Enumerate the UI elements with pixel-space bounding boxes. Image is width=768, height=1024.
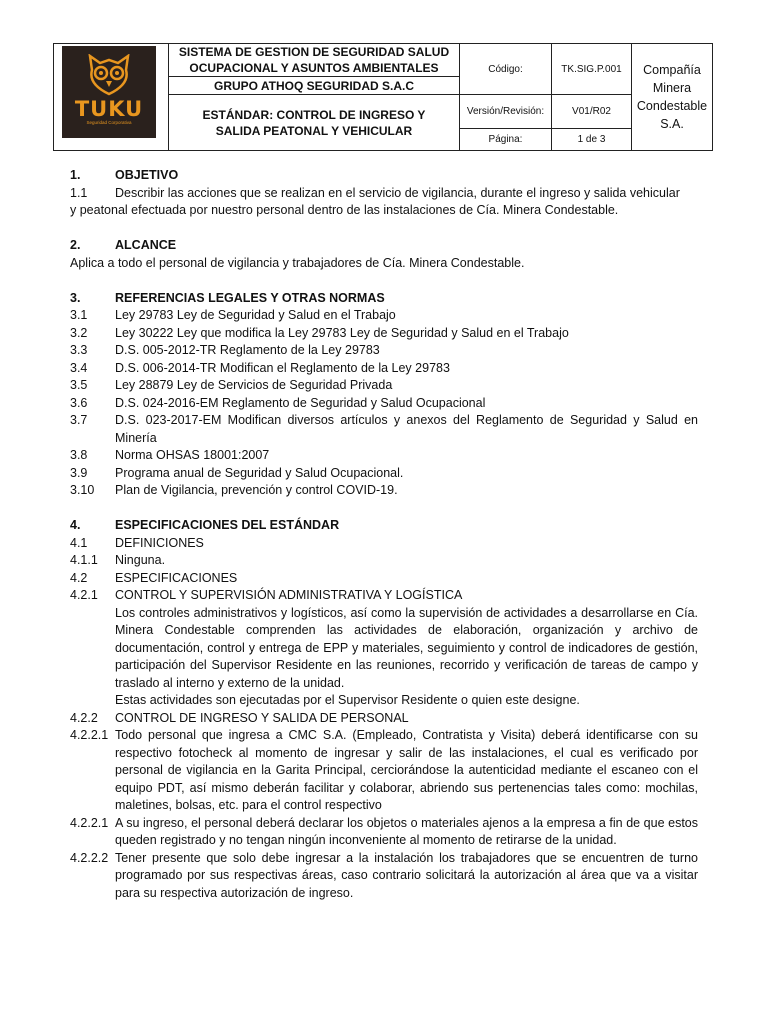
numbered-item	[70, 377, 698, 395]
version-label: Versión/Revisión:	[466, 106, 545, 117]
item-number: 4.2.2.2	[70, 850, 109, 865]
numbered-item	[70, 482, 698, 500]
heading-text: OBJETIVO	[115, 168, 179, 182]
item-number: 4.2.1	[70, 588, 98, 602]
item-text: D.S. 023-2017-EM Modifican diversos artículos y anexos del Reglamento de Seguridad y Salud en Minería	[115, 413, 698, 445]
numbered-item	[70, 325, 698, 343]
section-heading	[70, 517, 698, 535]
body-paragraph	[70, 255, 698, 273]
item-number: 2.	[70, 238, 81, 252]
item-text: CONTROL Y SUPERVISIÓN ADMINISTRATIVA Y LOGÍSTICA	[115, 588, 463, 602]
client-name: Compañía Minera Condestable S.A.	[636, 63, 708, 131]
item-number: 4.2.2	[70, 710, 98, 725]
item-number: 1.	[70, 168, 81, 182]
code-label: Código:	[488, 63, 523, 75]
item-text: Plan de Vigilancia, prevención y control COVID-19.	[115, 483, 398, 497]
company-logo	[62, 46, 156, 138]
indented-paragraph	[70, 692, 698, 710]
paragraph-text: Estas actividades son ejecutadas por el Supervisor Residente o quien este designe.	[115, 693, 580, 707]
item-number: 3.3	[70, 343, 88, 357]
item-number: 3.	[70, 290, 81, 305]
item-text: Norma OHSAS 18001:2007	[115, 448, 270, 462]
item-number: 4.1.1	[70, 553, 98, 567]
heading-text: ESPECIFICACIONES DEL ESTÁNDAR	[115, 518, 340, 532]
numbered-item	[70, 185, 698, 203]
item-text: Ley 30222 Ley que modifica la Ley 29783 Ley de Seguridad y Salud en el Trabajo	[115, 325, 569, 340]
item-number: 3.4	[70, 360, 88, 375]
item-number: 3.9	[70, 465, 88, 480]
item-text: A su ingreso, el personal deberá declarar los objetos o materiales ajenos a la empresa a fin de que estos queden registrado y no tengan ningún inconveniente al momento de retirarse de la unidad.	[115, 815, 698, 847]
page-label: Página:	[488, 134, 523, 145]
item-text: DEFINICIONES	[115, 535, 204, 550]
item-number: 3.7	[70, 413, 88, 427]
item-number: 4.2.2.1	[70, 728, 109, 742]
item-text: Programa anual de Seguridad y Salud Ocupacional.	[115, 465, 404, 480]
item-number: 3.2	[70, 325, 88, 340]
item-number: 3.6	[70, 395, 88, 410]
numbered-item	[70, 360, 698, 378]
item-text: D.S. 005-2012-TR Reglamento de la Ley 29783	[115, 343, 380, 357]
item-text: CONTROL DE INGRESO Y SALIDA DE PERSONAL	[115, 710, 409, 725]
item-number: 4.	[70, 518, 81, 532]
numbered-item	[70, 815, 698, 850]
page-value: 1 de 3	[577, 134, 606, 145]
code-value: TK.SIG.P.001	[561, 63, 622, 75]
system-title: SISTEMA DE GESTION DE SEGURIDAD SALUD OCUPACIONAL Y ASUNTOS AMBIENTALES	[178, 45, 450, 75]
item-number: 3.1	[70, 308, 88, 322]
numbered-item	[70, 395, 698, 413]
numbered-item	[70, 850, 698, 903]
item-number: 3.8	[70, 448, 88, 462]
document-body	[70, 167, 698, 902]
item-text: Tener presente que solo debe ingresar a la instalación los trabajadores que se encuentren de turno programado por sus respectivas áreas, caso contrario solicitará la autorización al área que va a visitar para su respectiva autorización de ingreso.	[115, 850, 698, 900]
item-text: Ninguna.	[115, 553, 166, 567]
indented-paragraph	[70, 605, 698, 693]
item-number: 3.5	[70, 378, 88, 392]
item-number: 1.1	[70, 185, 88, 200]
paragraph-text: Aplica a todo el personal de vigilancia y trabajadores de Cía. Minera Condestable.	[70, 255, 525, 270]
item-number: 4.2.2.1	[70, 815, 109, 830]
numbered-item	[70, 447, 698, 465]
numbered-item	[70, 307, 698, 325]
numbered-item	[70, 412, 698, 447]
item-number: 4.2	[70, 570, 88, 585]
item-number: 4.1	[70, 535, 88, 550]
item-text: Ley 29783 Ley de Seguridad y Salud en el Trabajo	[115, 308, 396, 322]
numbered-item	[70, 552, 698, 570]
numbered-item	[70, 587, 698, 605]
item-text: D.S. 024-2016-EM Reglamento de Seguridad y Salud Ocupacional	[115, 395, 486, 410]
document-header-table	[53, 43, 713, 151]
section-gap	[70, 500, 698, 518]
standard-title: ESTÁNDAR: CONTROL DE INGRESO Y SALIDA PEATONAL Y VEHICULAR	[202, 107, 426, 138]
version-value: V01/R02	[572, 106, 611, 117]
item-text: Todo personal que ingresa a CMC S.A. (Empleado, Contratista y Visita) deberá identificarse con su respectivo fotocheck al momento de ingresar y salir de las instalaciones, el cual es verificado por personal de vigilancia en la Garita Principal, cerciorándose la autenticidad mediante el escaneo con el equipo PDT, así mismo deberán facilitar y colaborar, abriendo sus pertenencias tales como: mochilas, maletines, bolsas, etc. para el control respectivo	[115, 728, 698, 812]
body-paragraph	[70, 202, 698, 220]
logo-brand: TUKU	[74, 97, 144, 121]
paragraph-text: Los controles administrativos y logísticos, así como la supervisión de actividades a desarrollarse en Cía. Minera Condestable comprenden las actividades de elaboración, organización y archivo de documentación, control y entrega de EPP y materiales, seguimiento y control de indicadores de gestión, participación del Supervisor Residente en las reuniones, recorrido y verificación de tareas de campo y traslado al interno y externo de la unidad.	[115, 605, 698, 690]
heading-text: REFERENCIAS LEGALES Y OTRAS NORMAS	[115, 290, 385, 305]
heading-text: ALCANCE	[115, 238, 177, 252]
numbered-item	[70, 570, 698, 588]
numbered-item	[70, 465, 698, 483]
section-heading	[70, 167, 698, 185]
section-gap	[70, 220, 698, 238]
numbered-item	[70, 710, 698, 728]
numbered-item	[70, 535, 698, 553]
item-text: ESPECIFICACIONES	[115, 570, 238, 585]
section-heading	[70, 290, 698, 308]
item-number: 3.10	[70, 483, 95, 497]
company-name: GRUPO ATHOQ SEGURIDAD S.A.C	[213, 78, 414, 93]
paragraph-text: y peatonal efectuada por nuestro personal dentro de las instalaciones de Cía. Minera Condestable.	[70, 203, 619, 217]
numbered-item	[70, 727, 698, 815]
numbered-item	[70, 342, 698, 360]
section-gap	[70, 272, 698, 290]
owl-icon	[86, 54, 132, 96]
item-text: D.S. 006-2014-TR Modifican el Reglamento de la Ley 29783	[115, 360, 450, 375]
section-heading	[70, 237, 698, 255]
logo-tagline: Seguridad Corporativa	[86, 120, 132, 125]
item-text: Ley 28879 Ley de Servicios de Seguridad Privada	[115, 378, 393, 392]
item-text: Describir las acciones que se realizan en el servicio de vigilancia, durante el ingreso y salida vehicular	[115, 185, 680, 200]
